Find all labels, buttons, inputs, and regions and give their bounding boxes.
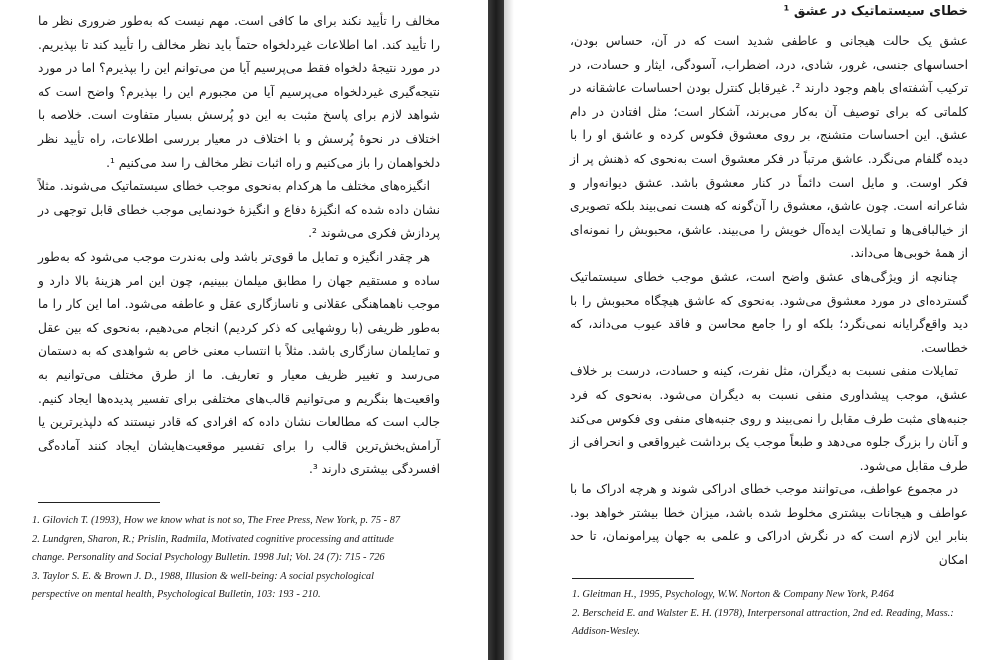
left-paragraph-1: مخالف را تأیید نکند برای ما کافی است. مهم نیست که به‌طور ضروری نظر ما را تأیید کند. اما اطلاعات غیردلخواه حتماً باید نظر مخالف را تأیید کند تا بپذیریم. در مورد نتیجهٔ دلخواه فقط می‌پرسیم آیا من می‌توانم این را بپذیرم؟ اما در مورد نتیجه‌گیری غیردلخواه می‌پرسیم آیا من مجبورم این را بپذیرم؟ واضح است که شواهد لازم برای پاسخ مثبت به این دو پُرسش بسیار متفاوت است. خلاصه با اختلاف در نحوهٔ پُرسش و با اختلاف در معیار بررسی اطلاعات، راه تأیید نظر دلخواهمان را باز می‌کنیم و راه اثبات نظر مخالف را سد می‌کنیم ¹. xyxy=(38,14,440,170)
left-page xyxy=(0,0,488,660)
left-paragraph-2: انگیزه‌های مختلف ما هرکدام به‌نحوی موجب خطای سیستماتیک می‌شوند. مثلاً نشان داده شده که انگیزهٔ دفاع و انگیزهٔ خودنمایی موجب خطای قابل توجهی در پردازش فکری می‌شوند ². xyxy=(38,179,440,241)
right-footnote-2: 2. Berscheid E. and Walster E. H. (1978), Interpersonal attraction, 2nd ed. Reading, Mass.: Addison-Wesley. xyxy=(572,608,954,637)
spine-shadow xyxy=(504,0,514,660)
right-paragraph-1: عشق یک حالت هیجانی و عاطفی شدید است که در آن، حساس بودن، احساسهای جنسی، غرور، شادی، درد، اضطراب، آسودگی، ایثار و حسادت، در ترکیب آشفته‌ای باهم وجود دارند ². غیرقابل کنترل بودن احساسات عاشقانه در کلماتی که برای توصیف آن به‌کار می‌برند، آشکار است؛ مثل افتادن در دام عشق. این احساسات متشنج، بر روی معشوق فکوس کرده و عاشق او را با دیده گلفام می‌نگرد. عاشق مرتباً در فکر معشوق است به‌نحوی که ذهنش پر از فکر اوست. و مایل است دائماً در کنار معشوق باشد. عشق دیوانه‌وار و شاعرانه است. چون عاشق، معشوق را آن‌گونه که هست نمی‌بیند بلکه تصویری از خیالبافی‌ها و تمایلات ایده‌آل خویش را می‌بیند. عاشق، محبوبش را نمونه‌ای از همهٔ خوبی‌ها می‌داند. xyxy=(570,34,969,261)
left-footnote-3: 3. Taylor S. E. & Brown J. D., 1988, Illusion & well-being: A social psychological perspective on mental health, Psychological Bulletin, 103: 193 - 210. xyxy=(32,571,375,600)
left-footnotes xyxy=(32,512,407,605)
right-paragraph-2: چنانچه از ویژگی‌های عشق واضح است، عشق موجب خطای سیستماتیک گسترده‌ای در مورد معشوق می‌شود. به‌نحوی که عاشق هیچگاه محبوبش را با دید واقع‌گرایانه نمی‌نگرد؛ بلکه او را جامع محاسن و فاقد عیوب می‌داند، که خطاست. xyxy=(570,269,968,355)
left-footnote-rule xyxy=(38,502,160,503)
book-spine xyxy=(488,0,504,660)
right-footnote-rule xyxy=(572,578,694,579)
right-page xyxy=(514,0,999,660)
left-paragraph-3: هر چقدر انگیزه و تمایل ما قوی‌تر باشد ولی به‌ندرت موجب می‌شود که به‌طور ساده و مستقیم جهان را مطابق میلمان ببینیم، چون این امر هزینهٔ بالا دارد و موجب ناهماهنگی عقلانی و ناسازگاری عقل و عاطفه می‌شود. اما این کار را ما به‌طور ظریفی (با روشهایی که ذکر کردیم) انجام می‌دهیم، به‌نحوی که بین عقل و تمایلمان سازگاری باشد. مثلاً با انتساب معنی خاص به شواهدی که به دستمان می‌رسد و تغییر ظریف معیار و تعاریف. ما از طرق مختلف می‌توانیم به واقعیت‌ها بنگریم و می‌توانیم قالب‌های مختلفی برای تفسیر پدیده‌ها ایجاد کنیم. جالب است که مطالعات نشان داده که افرادی که قادر نیستند که دلپذیرترین یا آرامش‌بخش‌ترین قالب را برای تفسیر موقعیت‌هایشان ایجاد کنند آماده‌گی افسردگی بیشتری دارند ³. xyxy=(38,249,440,477)
right-footnote-1: 1. Gleitman H., 1995, Psychology, W.W. Norton & Company New York, P.464 xyxy=(572,589,894,600)
section-title: خطای سیستماتیک در عشق ¹ xyxy=(783,4,968,19)
left-footnote-1: 1. Gilovich T. (1993), How we know what is not so, The Free Press, New York, p. 75 - 87 xyxy=(32,515,401,526)
left-page-body xyxy=(38,10,440,482)
right-page-body xyxy=(570,30,968,573)
right-footnotes xyxy=(572,586,982,642)
right-paragraph-4: در مجموع عواطف، می‌توانند موجب خطای ادراکی شوند و هرچه ادراک ما با عواطف و هیجانات بیشتری مخلوط شده باشد، میزان خطا بیشتر خواهد بود. بنابر این لازم است که در نگرش ادراکی و علمی به جهان پیرامونمان، تا حد امکان xyxy=(570,482,968,568)
right-paragraph-3: تمایلات منفی نسبت به دیگران، مثل نفرت، کینه و حسادت، درست بر خلاف عشق، موجب پیشداوری منفی نسبت به دیگران می‌شود. به‌نحوی که فرد جنبه‌های مثبت طرف مقابل را نمی‌بیند و روی جنبه‌های منفی وی فکوس می‌کند و آنان را بزرگ جلوه می‌دهد و طبعاً موجب یک برداشت غیرواقعی و انحرافی از طرف مقابل می‌شود. xyxy=(570,364,968,473)
left-footnote-2: 2. Lundgren, Sharon, R.; Prislin, Radmila, Motivated cognitive processing and attitude change. Personality and Social Psychology Bulletin. 1998 Jul; Vol. 24 (7): 715 - 726 xyxy=(32,534,394,563)
